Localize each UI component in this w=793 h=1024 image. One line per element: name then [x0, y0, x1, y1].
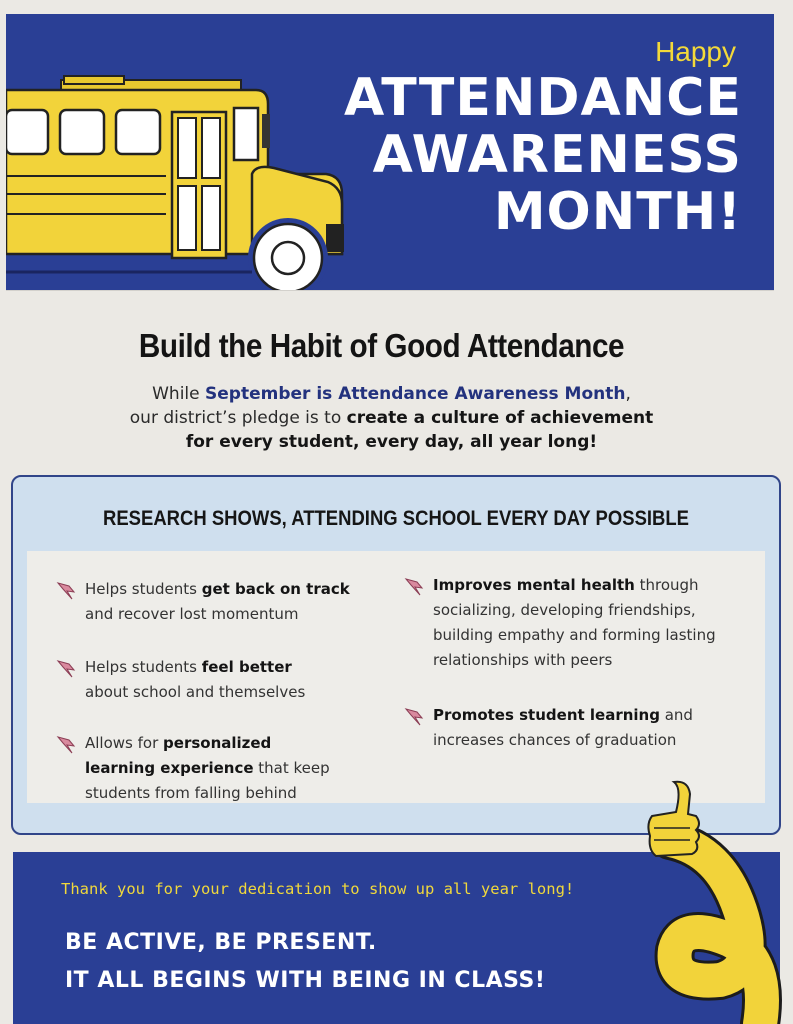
benefit-pre: Helps students [85, 580, 202, 598]
benefit-text [85, 731, 345, 806]
intro-line-2 [0, 406, 783, 430]
benefit-post: and recover lost momentum [85, 605, 299, 623]
benefit-item [403, 573, 723, 673]
benefit-post: and increases chances of graduation [433, 706, 693, 749]
benefit-text [85, 577, 355, 627]
pushpin-icon [55, 580, 77, 602]
benefit-post: through socializing, developing friendships, building empathy and forming lasting relationships with peers [433, 576, 716, 669]
school-bus-icon [6, 64, 356, 290]
research-list [27, 551, 765, 803]
benefit-item [55, 731, 345, 806]
intro-line-3 [0, 430, 783, 454]
intro-line-2-bold: create a culture of achievement [346, 408, 654, 428]
research-heading: RESEARCH SHOWS, ATTENDING SCHOOL EVERY DAY POSSIBLE [103, 507, 689, 530]
benefit-post: about school and themselves [85, 683, 306, 701]
benefit-item [403, 703, 693, 753]
pushpin-icon [55, 658, 77, 680]
benefit-bold: get back on track [201, 580, 350, 598]
tagline-line-1: BE ACTIVE, BE PRESENT. [65, 930, 377, 955]
intro-paragraph [0, 382, 783, 454]
intro-line-1-highlight: September is Attendance Awareness Month [205, 384, 626, 404]
headline-line-3: MONTH! [493, 182, 742, 242]
top-banner [6, 14, 774, 290]
benefit-text [85, 655, 325, 705]
benefit-bold: Promotes student learning [433, 706, 660, 724]
thumbs-up-arm-icon [630, 780, 790, 1024]
benefit-pre: Helps students [85, 658, 202, 676]
benefit-bold: personalized learning experience [85, 734, 272, 777]
intro-line-2-text: our district’s pledge is to [129, 408, 347, 428]
benefit-item [55, 655, 325, 705]
benefit-text [433, 703, 693, 753]
headline-line-1: ATTENDANCE [344, 68, 742, 128]
headline-line-2: AWARENESS [372, 125, 742, 185]
thanks-text: Thank you for your dedication to show up all year long! [61, 880, 575, 898]
benefit-item [55, 577, 355, 627]
intro-line-1 [0, 382, 783, 406]
intro-line-3-bold: for every student, every day, all year long! [185, 432, 598, 452]
tagline-line-2: IT ALL BEGINS WITH BEING IN CLASS! [65, 968, 546, 993]
tagline [65, 924, 545, 1000]
pushpin-icon [403, 706, 425, 728]
benefit-bold: Improves mental health [433, 576, 635, 594]
benefit-text [433, 573, 723, 673]
benefit-pre: Allows for [85, 734, 164, 752]
benefit-post: that keep students from falling behind [85, 759, 330, 802]
intro-line-1-comma: , [625, 384, 631, 404]
intro-title: Build the Habit of Good Attendance [138, 327, 625, 364]
benefit-bold: feel better [201, 658, 292, 676]
banner-title-block [344, 36, 742, 241]
happy-text: Happy [655, 36, 736, 67]
intro-line-1-text: While [152, 384, 206, 404]
pushpin-icon [55, 734, 77, 756]
pushpin-icon [403, 576, 425, 598]
